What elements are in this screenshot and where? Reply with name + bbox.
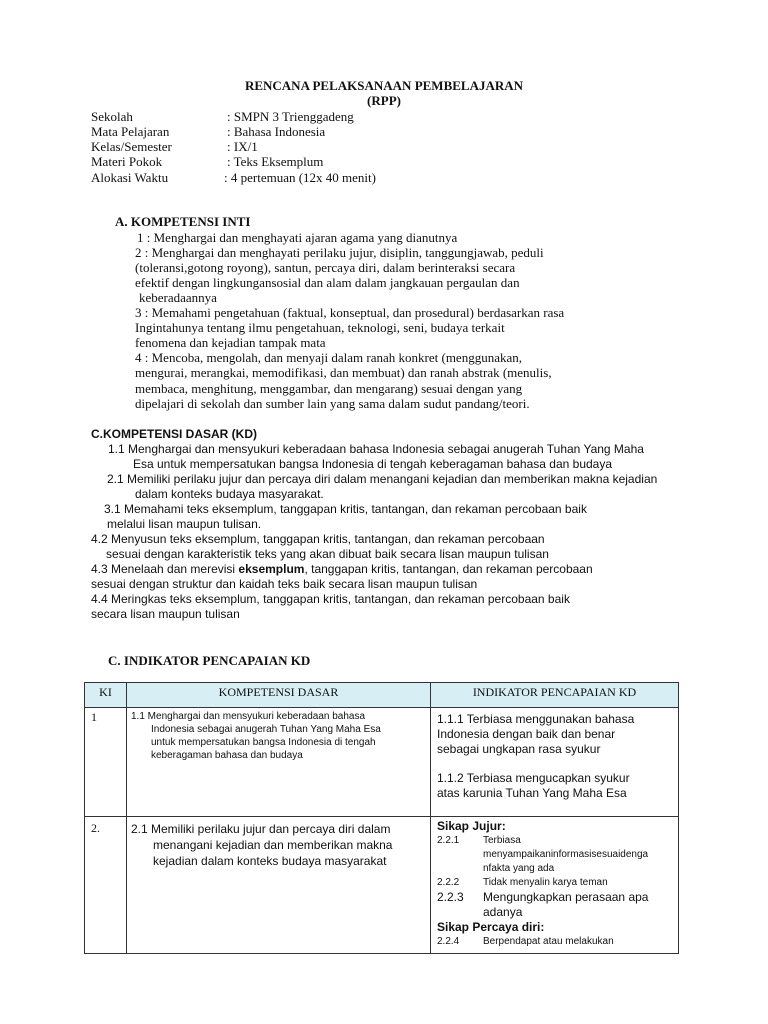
kd-line: 4.2 Menyusun teks eksemplum, tanggapan kritis, tantangan, dan rekaman percobaan xyxy=(91,532,545,546)
indikator-item xyxy=(437,935,672,949)
identity-value: : SMPN 3 Trienggadeng xyxy=(227,109,354,124)
kd-line xyxy=(91,562,593,576)
indikator-item xyxy=(437,834,672,848)
kd-cell-line: untuk mempersatukan bangsa Indonesia di tengah xyxy=(151,737,376,748)
kd-cell-line: menangani kejadian dan memberikan makna xyxy=(153,838,393,852)
kd-line: melalui lisan maupun tulisan. xyxy=(107,517,262,531)
ki-line: efektif dengan lingkungansosial dan alam dalam jangkauan pergaulan dan xyxy=(135,275,520,290)
identity-value: : Bahasa Indonesia xyxy=(227,124,326,139)
ki-line: fenomena dan kejadian tampak mata xyxy=(135,335,326,350)
indikator-item: menyampaikaninformasisesuaidenga xyxy=(483,849,649,860)
kd-line-part: 4.3 Menelaah dan merevisi xyxy=(91,562,239,576)
ki-line: membaca, menghitung, menggambar, dan mengarang) sesuai dengan yang xyxy=(135,381,523,396)
kd-cell-line: 2.1 Memiliki perilaku jujur dan percaya diri dalam xyxy=(131,822,391,836)
kd-line: 2.1 Memiliki perilaku jujur dan percaya diri dalam menangani kejadian dan memberikan makna kejadian xyxy=(107,472,658,486)
identity-label: Sekolah xyxy=(91,109,133,124)
row-ki-cell xyxy=(85,817,127,954)
row-kd-cell xyxy=(127,708,431,817)
kd-line: Esa untuk mempersatukan bangsa Indonesia di tengah keberagaman bahasa dan budaya xyxy=(133,457,613,471)
item-number: 2.2.2 xyxy=(437,877,460,888)
sikap-jujur-label: Sikap Jujur: xyxy=(437,819,506,833)
indikator-line: 1.1.1 Terbiasa menggunakan bahasa xyxy=(437,712,635,726)
item-number: 2.2.4 xyxy=(437,936,460,947)
item-number: 2.2.3 xyxy=(437,890,464,904)
kd-cell-line: Indonesia sebagai anugerah Tuhan Yang Maha Esa xyxy=(151,724,381,735)
table-header-row xyxy=(85,683,679,708)
table-row xyxy=(85,817,679,954)
column-header-ki: KI xyxy=(85,683,127,708)
indikator-heading: C. INDIKATOR PENCAPAIAN KD xyxy=(108,653,311,668)
ki-line: mengurai, merangkai, memodifikasi, dan membuat) dan ranah abstrak (menulis, xyxy=(135,365,552,380)
kd-line: dalam konteks budaya masyarakat. xyxy=(135,487,324,501)
kd-line-emphasis: eksemplum xyxy=(238,562,305,576)
row-ki-number: 1 xyxy=(91,710,97,724)
indikator-item: nfakta yang ada xyxy=(483,863,555,874)
identity-label: Kelas/Semester xyxy=(91,139,172,154)
identity-value: : IX/1 xyxy=(227,139,258,154)
kd-line: 3.1 Memahami teks eksemplum, tanggapan kritis, tantangan, dan rekaman percobaan baik xyxy=(104,502,587,516)
identity-label: Materi Pokok xyxy=(91,154,163,169)
indikator-line: sebagai ungkapan rasa syukur xyxy=(437,742,601,756)
kd-line: sesuai dengan struktur dan kaidah teks baik secara lisan maupun tulisan xyxy=(91,577,478,591)
row-indikator-cell xyxy=(431,817,679,954)
kd-line: secara lisan maupun tulisan xyxy=(91,607,240,621)
kd-cell-line: kejadian dalam konteks budaya masyarakat xyxy=(153,854,387,868)
item-text: Mengungkapkan perasaan apa xyxy=(483,890,649,904)
kd-heading: C.KOMPETENSI DASAR (KD) xyxy=(91,427,258,441)
ki-heading: A. KOMPETENSI INTI xyxy=(115,214,251,229)
kd-line: 4.4 Meringkas teks eksemplum, tanggapan kritis, tantangan, dan rekaman percobaan baik xyxy=(91,592,570,606)
indikator-item xyxy=(437,890,672,905)
row-indikator-cell xyxy=(431,708,679,817)
column-header-indikator: INDIKATOR PENCAPAIAN KD xyxy=(431,683,679,708)
ki-line: 4 : Mencoba, mengolah, dan menyaji dalam ranah konkret (menggunakan, xyxy=(135,350,522,365)
ki-line: keberadaannya xyxy=(139,290,217,305)
kd-line: sesuai dengan karakteristik teks yang akan dibuat baik secara lisan maupun tulisan xyxy=(106,547,549,561)
indikator-item: adanya xyxy=(483,905,523,919)
identity-label: Mata Pelajaran xyxy=(91,124,170,139)
indikator-item xyxy=(437,876,672,890)
item-number: 2.2.1 xyxy=(437,835,460,846)
indikator-table xyxy=(84,682,679,954)
ki-line: (toleransi,gotong royong), santun, percaya diri, dalam berinteraksi secara xyxy=(135,260,516,275)
kd-line-part: , tanggapan kritis, tantangan, dan rekaman percobaan xyxy=(304,562,593,576)
indikator-line: Indonesia dengan baik dan benar xyxy=(437,727,616,741)
ki-line: 1 : Menghargai dan menghayati ajaran agama yang dianutnya xyxy=(137,230,458,245)
identity-label: Alokasi Waktu xyxy=(91,170,169,185)
kd-line: 1.1 Menghargai dan mensyukuri keberadaan bahasa Indonesia sebagai anugerah Tuhan Yang Maha xyxy=(108,442,644,456)
row-ki-number: 2. xyxy=(91,821,100,835)
identity-value: : 4 pertemuan (12x 40 menit) xyxy=(224,170,376,185)
page-subtitle: (RPP) xyxy=(367,93,401,108)
item-text: Tidak menyalin karya teman xyxy=(483,877,608,888)
sikap-percaya-label: Sikap Percaya diri: xyxy=(437,920,545,934)
row-kd-cell xyxy=(127,817,431,954)
kd-cell-line: 1.1 Menghargai dan mensyukuri keberadaan bahasa xyxy=(131,711,366,722)
ki-line: dipelajari di sekolah dan sumber lain yang sama dalam sudut pandang/teori. xyxy=(135,396,530,411)
identity-value: : Teks Eksemplum xyxy=(227,154,324,169)
table-row xyxy=(85,708,679,817)
page-title: RENCANA PELAKSANAAN PEMBELAJARAN xyxy=(244,78,524,93)
kd-cell-line: keberagaman bahasa dan budaya xyxy=(151,750,303,761)
row-ki-cell xyxy=(85,708,127,817)
item-text: Berpendapat atau melakukan xyxy=(483,936,614,947)
indikator-line: 1.1.2 Terbiasa mengucapkan syukur xyxy=(437,771,630,785)
column-header-kd: KOMPETENSI DASAR xyxy=(127,683,431,708)
ki-line: 2 : Menghargai dan menghayati perilaku jujur, disiplin, tanggungjawab, peduli xyxy=(135,245,544,260)
indikator-line: atas karunia Tuhan Yang Maha Esa xyxy=(437,786,627,800)
ki-line: Ingintahunya tentang ilmu pengetahuan, teknologi, seni, budaya terkait xyxy=(135,320,505,335)
ki-line: 3 : Memahami pengetahuan (faktual, konseptual, dan prosedural) berdasarkan rasa xyxy=(135,305,565,320)
item-text: Terbiasa xyxy=(483,835,521,846)
